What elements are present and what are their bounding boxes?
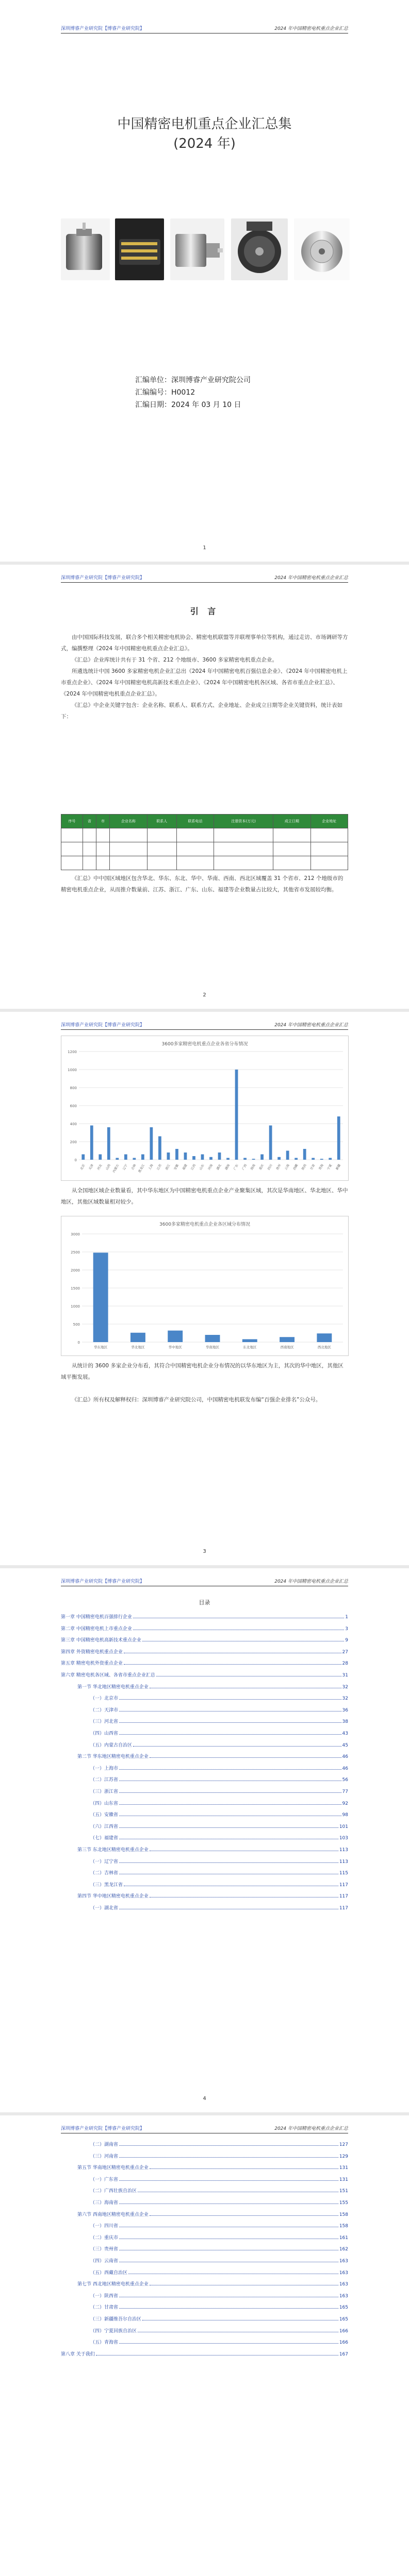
toc-entry-page: 165 (339, 2305, 348, 2311)
toc-entry-label: （一）广东省 (90, 2177, 119, 2182)
toc-entry-label: （三）浙江省 (90, 1789, 119, 1794)
toc-entry[interactable] (90, 1809, 348, 1818)
chart-title: 3600多家精密电机重点企业各省分布情况 (161, 1042, 248, 1047)
analysis-page (0, 1012, 409, 1565)
toc-leader-dots (119, 1804, 341, 1805)
toc-entry-page: 166 (339, 2328, 348, 2334)
x-tick-label: 江苏 (156, 1163, 163, 1171)
toc-entry[interactable] (90, 1798, 348, 1806)
x-tick-label: 北京 (79, 1163, 86, 1171)
x-tick-label: 辽宁 (122, 1163, 129, 1171)
motor-photo-3 (170, 218, 224, 280)
bar (277, 1157, 281, 1160)
y-tick-label: 2000 (71, 1268, 80, 1273)
motor-photo-2 (115, 218, 164, 280)
x-tick-label: 重庆 (258, 1163, 265, 1171)
toc-entry-page: 117 (339, 1894, 348, 1900)
toc-entry-label: （四）云南省 (90, 2259, 119, 2264)
bar (133, 1158, 136, 1160)
toc-entry-label: （一）辽宁省 (90, 1859, 119, 1865)
toc-entry-label: 第四章 外资精密电机重点企业 (61, 1649, 123, 1655)
bar (192, 1156, 195, 1160)
bar (107, 1127, 110, 1160)
toc-entry-page: 101 (339, 1824, 348, 1829)
x-tick-label: 西北地区 (317, 1345, 331, 1349)
toc-leader-dots (119, 1722, 341, 1723)
x-tick-label: 安徽 (173, 1163, 180, 1171)
toc-entry[interactable] (90, 1716, 348, 1724)
toc-entry-label: （二）天津市 (90, 1707, 119, 1713)
x-tick-label: 河南 (207, 1163, 214, 1171)
bar (184, 1153, 187, 1160)
bar (226, 1158, 230, 1160)
toc-entry[interactable] (90, 1833, 348, 1841)
page-number: 4 (203, 2096, 206, 2102)
toc-entry[interactable] (90, 1693, 348, 1701)
motor-photo-4 (231, 218, 288, 280)
x-tick-label: 湖北 (216, 1163, 222, 1171)
cover-info-date: 汇编日期：2024 年 03 月 10 日 (135, 401, 241, 409)
x-tick-label: 四川 (267, 1163, 273, 1171)
bar (209, 1157, 212, 1160)
toc-entry-label: 第三节 东北地区精密电机重点企业 (77, 1848, 149, 1853)
y-tick-label: 0 (74, 1158, 77, 1162)
intro-paragraph: 所遴选统计中国 3600 多家精密电机企业汇总出《2024 年中国精密电机百强信息企业》、《2024 年中国精密电机上市重点企业》、《2024 年中国精密电机高新技术重点企业》、《2024 年中国精密电机各区域、各省市重点企业汇总》、《2024 年中国精密电机重点企业汇总》。 (61, 668, 348, 697)
toc-entry-page: 155 (339, 2200, 348, 2206)
toc-entry[interactable] (90, 2326, 348, 2334)
bar (201, 1155, 204, 1160)
toc-leader-dots (119, 1699, 341, 1700)
toc-entry-label: 第三章 中国精密电机高新技术重点企业 (61, 1638, 141, 1643)
toc-entry[interactable] (90, 2151, 348, 2159)
toc-entry-label: （三）河南省 (90, 2154, 119, 2159)
toc-entry-page: 31 (342, 1673, 348, 1678)
toc-entry[interactable] (77, 1844, 348, 1853)
toc-entry-page: 165 (339, 2317, 348, 2322)
bar (243, 1158, 247, 1160)
bar (242, 1339, 257, 1342)
toc-entry-label: 第五节 华南地区精密电机重点企业 (77, 2165, 149, 2171)
toc-entry[interactable] (61, 1612, 348, 1620)
bar (252, 1159, 255, 1160)
analysis-text-1: 从全国地区域企业数量看，其中华东地区为中国精密电机重点企业产业聚集区域，其次是华南地区、华北地区、华中地区，其他区域数量相对较少。 (61, 1188, 348, 1205)
toc-leader-dots (150, 1757, 341, 1758)
toc-entry-page: 163 (339, 2259, 348, 2264)
cover-title (0, 114, 409, 154)
x-tick-label: 新疆 (335, 1163, 341, 1171)
y-tick-label: 1500 (71, 1286, 80, 1291)
toc-entry[interactable] (90, 2197, 348, 2206)
toc-entry[interactable] (90, 1903, 348, 1911)
bar (99, 1155, 102, 1160)
cover-page (0, 0, 409, 562)
bar (286, 1151, 289, 1160)
x-tick-label: 河北 (96, 1163, 103, 1171)
toc-entry-label: 第二节 华东地区精密电机重点企业 (77, 1754, 149, 1760)
intro-closing: 《汇总》中中国区域地区包含华北、华东、东北、华中、华南、西南、西北区域覆盖 31 个省市、212 个地级市的精密电机重点企业，从而推介数量前、江苏、浙江、广东、山东、福建等企业数量占比较大，其他省市发展较均衡。 (61, 875, 343, 893)
toc-leader-dots (119, 1862, 338, 1863)
toc-entry-label: （二）甘肃省 (90, 2305, 119, 2311)
cover-title-line1: 中国精密电机重点企业汇总集 (117, 116, 292, 132)
toc-entry-page: 127 (339, 2142, 348, 2147)
bar (124, 1155, 127, 1160)
toc-entry[interactable] (90, 2256, 348, 2264)
x-tick-label: 青海 (318, 1163, 324, 1171)
toc-entry-label: （三）黑龙江省 (90, 1882, 123, 1888)
toc-entry-page: 98 (342, 1812, 348, 1818)
x-tick-label: 云南 (284, 1163, 290, 1171)
bar (295, 1158, 298, 1160)
x-tick-label: 海南 (250, 1163, 256, 1171)
toc-entry-page: 167 (339, 2351, 348, 2357)
x-tick-label: 华中地区 (168, 1345, 182, 1349)
x-tick-label: 华北地区 (131, 1345, 145, 1349)
toc-entry[interactable] (61, 2349, 348, 2357)
toc-entry-label: 第五章 精密电机外资重点企业 (61, 1661, 123, 1667)
toc-entry-label: （四）宁夏回族自治区 (90, 2328, 137, 2334)
toc-entry-page: 45 (342, 1742, 348, 1748)
toc-entry-page: 56 (342, 1777, 348, 1783)
toc-leader-dots (119, 2157, 338, 2158)
toc-entry-page: 161 (339, 2235, 348, 2241)
toc-entry[interactable] (90, 2174, 348, 2182)
toc-entry-page: 43 (342, 1731, 348, 1736)
y-tick-label: 1000 (68, 1068, 77, 1072)
x-tick-label: 福建 (182, 1163, 188, 1171)
province-chart (61, 1036, 349, 1181)
page-header: 深圳博睿产业研究院【博睿产业研究院】 2024 年中国精密电机重点企业汇总 (61, 571, 348, 583)
toc-entry-page: 1 (345, 1615, 348, 1620)
toc-entry-label: （四）山东省 (90, 1801, 119, 1806)
intro-paragraph: 《汇总》企业库统计共有于 31 个省、212 个地级市、3600 多家精密电机重点企业。 (72, 657, 277, 663)
x-tick-label: 湖南 (224, 1163, 231, 1171)
toc-entry-page: 163 (339, 2293, 348, 2299)
x-tick-label: 黑龙江 (137, 1163, 146, 1174)
toc-entry-page: 166 (339, 2340, 348, 2346)
bar (175, 1149, 178, 1160)
toc-entry[interactable] (90, 1774, 348, 1783)
motor-photo-1 (61, 218, 110, 280)
toc-entry[interactable] (90, 2221, 348, 2229)
toc-page-continued (0, 2115, 409, 2576)
cover-info (135, 374, 251, 411)
toc-entry-label: （一）湖北省 (90, 1906, 119, 1911)
y-tick-label: 0 (77, 1341, 80, 1345)
bar (158, 1137, 161, 1160)
fields-table (61, 814, 348, 870)
motor-photo-5 (294, 218, 350, 280)
analysis-text-2: 从统计的 3600 多家企业分布看，其符合中国精密电机企业分布情况的以华东地区为主，其次的华中地区，其他区域平衡发展。 (61, 1363, 343, 1380)
toc-entry[interactable] (90, 2139, 348, 2147)
toc-entry[interactable] (90, 2314, 348, 2322)
toc-entry-label: 第六节 西南地区精密电机重点企业 (77, 2212, 149, 2217)
y-tick-label: 1000 (71, 1304, 80, 1309)
bar (93, 1252, 108, 1342)
intro-body (61, 632, 348, 722)
bar (260, 1155, 264, 1160)
toc-entry-label: （一）陕西省 (90, 2293, 119, 2299)
toc-entry[interactable] (90, 1821, 348, 1829)
table-header-row: 序号 省 市 企业名称 联系人 联系电话 注册资本(万元) 成立日期 企业地址 (61, 815, 348, 828)
toc-entry-label: 第二章 中国精密电机上市重点企业 (61, 1626, 132, 1632)
bar (329, 1158, 332, 1160)
intro-paragraph: 由中国国际科技发展，联合多个相关精密电机协会、精密电机联盟等并联理事单位等机构，通过走访、市场调研等方式，编撰整理《2024 年中国精密电机重点企业汇总》。 (61, 634, 348, 652)
y-tick-label: 3000 (71, 1232, 80, 1236)
page-header (61, 22, 348, 33)
toc-entry-page: 28 (342, 1661, 348, 1667)
toc-entry-label: （六）江西省 (90, 1824, 119, 1829)
toc-page (0, 1568, 409, 2112)
toc-entry-label: 第八章 关于我们 (61, 2351, 95, 2357)
toc-entry-label: （一）上海市 (90, 1766, 119, 1771)
x-tick-label: 华东地区 (94, 1345, 108, 1349)
toc-entry-page: 162 (339, 2247, 348, 2252)
bar (280, 1337, 295, 1342)
toc-leader-dots (119, 2308, 338, 2309)
bar (168, 1331, 183, 1342)
toc-entry-page: 92 (342, 1801, 348, 1806)
toc-entry-label: （三）贵州省 (90, 2247, 119, 2252)
x-tick-label: 华南地区 (206, 1345, 219, 1349)
toc-entry-page: 77 (342, 1789, 348, 1794)
toc-leader-dots (119, 1827, 338, 1828)
page-header: 深圳博睿产业研究院【博睿产业研究院】 2024 年中国精密电机重点企业汇总 (61, 1574, 348, 1586)
toc-leader-dots (150, 2168, 338, 2169)
toc-entry[interactable] (61, 1670, 348, 1678)
toc-entry-page: 32 (342, 1684, 348, 1690)
toc-leader-dots (119, 2180, 338, 2181)
bar (303, 1149, 306, 1160)
intro-title: 引 言 (190, 606, 219, 616)
toc-entry[interactable] (90, 2267, 348, 2276)
page-header: 深圳博睿产业研究院【博睿产业研究院】 2024 年中国精密电机重点企业汇总 (61, 1018, 348, 1030)
toc-entry-page: 38 (342, 1719, 348, 1725)
x-tick-label: 内蒙古 (112, 1163, 120, 1174)
toc-entry-label: （五）安徽省 (90, 1812, 119, 1818)
y-tick-label: 2500 (71, 1250, 80, 1255)
toc-entry-page: 129 (339, 2154, 348, 2159)
x-tick-label: 江西 (190, 1163, 197, 1171)
x-tick-label: 东北地区 (243, 1345, 257, 1349)
toc-entry-page: 46 (342, 1754, 348, 1760)
toc-entry[interactable] (90, 2244, 348, 2252)
toc-entry[interactable] (61, 1658, 348, 1666)
toc-entry-label: （二）重庆市 (90, 2235, 119, 2241)
bar (130, 1333, 145, 1342)
toc-entry[interactable] (90, 2337, 348, 2345)
bar (116, 1158, 119, 1160)
toc-entry[interactable] (77, 2162, 348, 2171)
toc-leader-dots (124, 1664, 341, 1665)
bar (150, 1127, 153, 1160)
x-tick-label: 浙江 (165, 1163, 171, 1171)
x-tick-label: 广西 (241, 1163, 248, 1171)
bar (269, 1126, 272, 1160)
toc-entry[interactable] (77, 1751, 348, 1759)
toc-entry-page: 158 (339, 2212, 348, 2217)
y-tick-label: 600 (70, 1104, 77, 1108)
bar (317, 1333, 332, 1342)
toc-entry-page: 32 (342, 1696, 348, 1702)
toc-entry[interactable] (90, 1740, 348, 1748)
toc-entry[interactable] (90, 2302, 348, 2310)
y-tick-label: 400 (70, 1122, 77, 1126)
bar (337, 1116, 340, 1160)
toc-entry-page: 163 (339, 2282, 348, 2287)
page-header: 深圳博睿产业研究院【博睿产业研究院】 2024 年中国精密电机重点企业汇总 (61, 2122, 348, 2133)
x-tick-label: 山西 (105, 1163, 112, 1171)
x-tick-label: 甘肃 (309, 1163, 316, 1171)
toc-entry-page: 103 (339, 1836, 348, 1841)
toc-entry-label: （五）西藏自治区 (90, 2270, 128, 2276)
toc-entry[interactable] (90, 2291, 348, 2299)
toc-entry-page: 113 (339, 1859, 348, 1865)
toc-entry-label: （五）青海省 (90, 2340, 119, 2346)
toc-entry-label: （一）北京市 (90, 1696, 119, 1702)
page-number: 1 (203, 545, 206, 551)
toc-entry-page: 46 (342, 1766, 348, 1771)
toc-entry-label: （三）海南省 (90, 2200, 119, 2206)
page-number: 2 (203, 992, 206, 998)
cover-images (61, 218, 350, 280)
toc-entry-page: 117 (339, 1882, 348, 1888)
bar (320, 1159, 323, 1160)
x-tick-label: 山东 (199, 1163, 205, 1171)
toc-entry-page: 131 (339, 2165, 348, 2171)
toc-entry-page: 117 (339, 1906, 348, 1911)
table-row (61, 828, 348, 842)
toc-entry-label: （二）广西壮族自治区 (90, 2189, 137, 2194)
toc-entry-page: 36 (342, 1707, 348, 1713)
page-number: 3 (203, 1549, 206, 1554)
toc-entry-label: （二）湖南省 (90, 2142, 119, 2147)
x-tick-label: 西藏 (292, 1163, 299, 1171)
toc-entry[interactable] (90, 1705, 348, 1713)
cover-info-number: 汇编编号：H0012 (135, 388, 195, 397)
y-tick-label: 800 (70, 1086, 77, 1090)
toc-leader-dots (119, 1792, 341, 1793)
table-row (61, 842, 348, 856)
y-tick-label: 200 (70, 1140, 77, 1144)
toc-entry[interactable] (61, 1647, 348, 1655)
toc-entry-label: （三）新疆维吾尔自治区 (90, 2317, 142, 2322)
toc-entry-label: （五）内蒙古自治区 (90, 1742, 133, 1748)
toc-entry-page: 113 (339, 1848, 348, 1853)
bar (235, 1070, 238, 1160)
toc-entry[interactable] (61, 1635, 348, 1643)
bar (81, 1155, 85, 1160)
bar (312, 1158, 315, 1160)
chart-title: 3600多家精密电机重点企业各区域分布情况 (159, 1222, 250, 1227)
bar (141, 1155, 144, 1160)
x-tick-label: 陕西 (301, 1163, 307, 1171)
intro-paragraph: 《汇总》中企业关键字包含：企业名称、联系人、联系方式、企业地址、企业成立日期等企业关键资料，统计表如下： (61, 702, 342, 720)
x-tick-label: 天津 (88, 1163, 94, 1171)
region-chart-svg (61, 1227, 348, 1355)
toc-entry-page: 163 (339, 2270, 348, 2276)
bar (205, 1335, 220, 1342)
toc-entry-page: 131 (339, 2177, 348, 2182)
y-tick-label: 1200 (68, 1050, 77, 1054)
analysis-text-3: 《汇总》所有权及解释权归：深圳博睿产业研究院公司，中国精密电机联发布编“百强企业排名”公众号。 (72, 1397, 321, 1403)
toc-entry[interactable] (90, 1786, 348, 1794)
bar (90, 1126, 93, 1160)
table-row (61, 856, 348, 870)
toc-entry-page: 3 (345, 1626, 348, 1632)
x-tick-label: 吉林 (130, 1163, 137, 1171)
header-right: 2024 年中国精密电机重点企业汇总 (274, 26, 348, 31)
cover-title-line2: (2024 年) (173, 136, 236, 151)
toc-entry-label: 第一章 中国精密电机百强排行企业 (61, 1615, 132, 1620)
x-tick-label: 贵州 (275, 1163, 282, 1171)
toc-entry-label: 第一节 华北地区精密电机重点企业 (77, 1684, 149, 1690)
toc-entry-label: （七）福建省 (90, 1836, 119, 1841)
toc-entry[interactable] (90, 1868, 348, 1876)
toc-entry[interactable] (77, 1682, 348, 1690)
toc-entry-page: 9 (345, 1638, 348, 1643)
toc-entry-label: （一）四川省 (90, 2224, 119, 2229)
toc-entry-page: 151 (339, 2189, 348, 2194)
bar (218, 1153, 221, 1160)
cover-info-unit: 汇编单位：深圳博睿产业研究院公司 (135, 376, 251, 384)
x-tick-label: 上海 (148, 1163, 154, 1171)
toc-leader-dots (119, 2145, 338, 2146)
toc-entry[interactable] (90, 2232, 348, 2241)
toc-entry-label: 第七节 西北地区精密电机重点企业 (77, 2282, 149, 2287)
x-tick-label: 宁夏 (326, 1163, 333, 1171)
intro-page (0, 565, 409, 1009)
header-left: 深圳博睿产业研究院【博睿产业研究院】 (61, 26, 145, 31)
toc-entry[interactable] (90, 1879, 348, 1888)
toc-entry[interactable] (77, 1891, 348, 1899)
y-tick-label: 500 (73, 1323, 80, 1327)
region-chart (61, 1216, 349, 1356)
toc-entry-label: （四）山西省 (90, 1731, 119, 1736)
x-tick-label: 广东 (233, 1163, 239, 1171)
toc-leader-dots (150, 2215, 338, 2216)
toc-entry[interactable] (90, 1763, 348, 1771)
toc-entry[interactable] (77, 2209, 348, 2217)
toc-leader-dots (119, 2343, 338, 2344)
province-chart-svg (61, 1046, 348, 1180)
toc-entry[interactable] (77, 2279, 348, 2287)
toc-entry-label: （二）江苏省 (90, 1777, 119, 1783)
toc-entry-label: （三）河北省 (90, 1719, 119, 1725)
toc-entry-page: 158 (339, 2224, 348, 2229)
x-tick-label: 西南地区 (280, 1345, 294, 1349)
toc-leader-dots (119, 1769, 341, 1770)
toc-leader-dots (133, 1746, 341, 1747)
toc-entry[interactable] (90, 1856, 348, 1865)
toc-entry-label: 第四节 华中地区精密电机重点企业 (77, 1894, 149, 1900)
toc-entry-label: （二）吉林省 (90, 1871, 119, 1876)
toc-entry-page: 27 (342, 1649, 348, 1655)
toc-entry[interactable] (90, 1728, 348, 1736)
toc-entry[interactable] (61, 1623, 348, 1632)
toc-entry-page: 115 (339, 1871, 348, 1876)
toc-entry[interactable] (90, 2185, 348, 2194)
bar (167, 1153, 170, 1160)
toc-leader-dots (119, 1734, 341, 1735)
toc-title: 目录 (199, 1599, 210, 1606)
toc-entry-label: 第六章 精密电机各区域、各省市重点企业汇总 (61, 1673, 155, 1678)
